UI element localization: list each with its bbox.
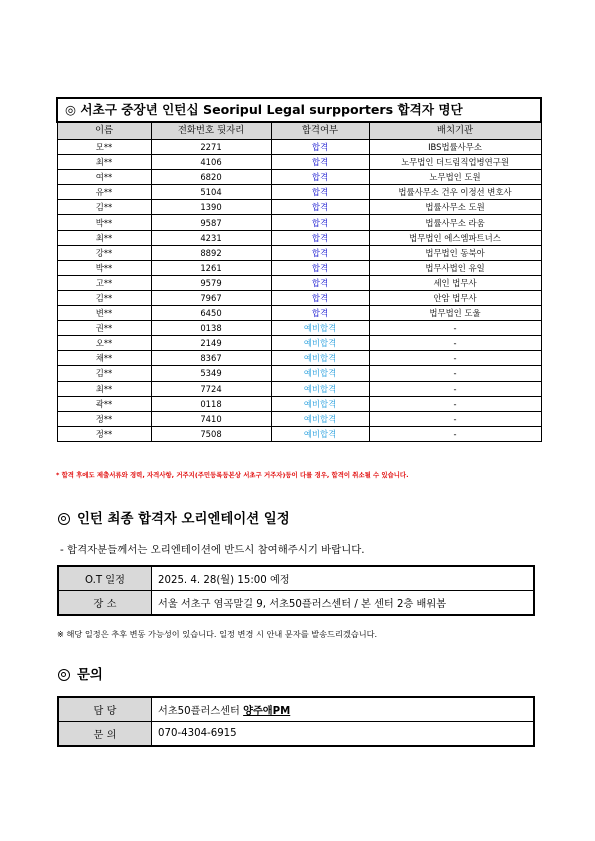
table-row xyxy=(57,215,541,230)
cell-phone: 4231 xyxy=(151,230,271,245)
cell-name: 김** xyxy=(57,366,151,381)
cell-name: 박** xyxy=(57,260,151,275)
table-row xyxy=(57,260,541,275)
phone-label: 문 의 xyxy=(58,722,152,747)
column-header-name: 이름 xyxy=(57,122,151,140)
contact-phone-row xyxy=(58,722,534,747)
cell-org: - xyxy=(369,366,541,381)
table-row xyxy=(57,336,541,351)
cell-org: - xyxy=(369,426,541,441)
cell-status: 예비합격 xyxy=(271,351,369,366)
cell-status: 예비합격 xyxy=(271,396,369,411)
cell-phone: 5349 xyxy=(151,366,271,381)
cell-name: 김** xyxy=(57,290,151,305)
cell-phone: 9587 xyxy=(151,215,271,230)
cell-phone: 1390 xyxy=(151,200,271,215)
roster-header-row xyxy=(57,122,541,140)
roster-table xyxy=(56,97,542,442)
cell-phone: 4106 xyxy=(151,155,271,170)
orientation-intro: - 합격자분들께서는 오리엔테이션에 반드시 참여해주시기 바랍니다. xyxy=(60,544,365,556)
table-row xyxy=(57,245,541,260)
cell-org: - xyxy=(369,381,541,396)
schedule-value: 2025. 4. 28(월) 15:00 예정 xyxy=(152,566,535,591)
cell-org: 법률사무소 도원 xyxy=(369,200,541,215)
cell-name: 정** xyxy=(57,411,151,426)
cell-phone: 0138 xyxy=(151,321,271,336)
phone-value: 070-4304-6915 xyxy=(152,722,535,747)
cell-phone: 7410 xyxy=(151,411,271,426)
schedule-label: O.T 일정 xyxy=(58,566,152,591)
location-value: 서울 서초구 염곡말길 9, 서초50플러스센터 / 본 센터 2층 배워봄 xyxy=(152,591,535,616)
table-row xyxy=(57,230,541,245)
location-label: 장 소 xyxy=(58,591,152,616)
table-row xyxy=(57,306,541,321)
cell-name: 최** xyxy=(57,230,151,245)
cell-org: - xyxy=(369,321,541,336)
cell-phone: 5104 xyxy=(151,185,271,200)
column-header-status: 합격여부 xyxy=(271,122,369,140)
cell-org: 법무법인 에스엠파트너스 xyxy=(369,230,541,245)
cell-phone: 7724 xyxy=(151,381,271,396)
cell-org: - xyxy=(369,351,541,366)
orientation-heading: 인턴 최종 합격자 오리엔테이션 일정 xyxy=(77,512,290,527)
table-row xyxy=(57,200,541,215)
cell-org: 세인 법무사 xyxy=(369,275,541,290)
cell-org: 법무법인 동북아 xyxy=(369,245,541,260)
cell-org: - xyxy=(369,336,541,351)
manager-name: 양주애PM xyxy=(243,706,291,717)
cell-status: 합격 xyxy=(271,215,369,230)
cell-status: 합격 xyxy=(271,275,369,290)
cancellation-warning: * 합격 후에도 제출서류와 경력, 자격사항, 거주지(주민등록등본상 서초구 거주자)등이 다를 경우, 합격이 취소될 수 있습니다. xyxy=(56,471,409,479)
cell-status: 예비합격 xyxy=(271,411,369,426)
cell-status: 예비합격 xyxy=(271,381,369,396)
cell-status: 합격 xyxy=(271,290,369,305)
cell-name: 강** xyxy=(57,245,151,260)
orientation-table xyxy=(57,565,535,616)
cell-phone: 7967 xyxy=(151,290,271,305)
cell-status: 예비합격 xyxy=(271,366,369,381)
contact-heading-block xyxy=(58,664,103,683)
cell-phone: 2149 xyxy=(151,336,271,351)
cell-org: 노무법인 도원 xyxy=(369,170,541,185)
cell-name: 고** xyxy=(57,275,151,290)
cell-phone: 6450 xyxy=(151,306,271,321)
orientation-schedule-row xyxy=(58,566,534,591)
cell-name: 최** xyxy=(57,381,151,396)
cell-phone: 7508 xyxy=(151,426,271,441)
cell-phone: 2271 xyxy=(151,140,271,155)
cell-phone: 9579 xyxy=(151,275,271,290)
column-header-org: 배치기관 xyxy=(369,122,541,140)
cell-status: 예비합격 xyxy=(271,321,369,336)
table-row xyxy=(57,411,541,426)
cell-name: 여** xyxy=(57,170,151,185)
cell-status: 합격 xyxy=(271,200,369,215)
roster-title: ◎ 서초구 중장년 인턴십 Seoripul Legal surpporters 합격자 명단 xyxy=(57,98,541,122)
table-row xyxy=(57,426,541,441)
cell-org: 법무법인 도울 xyxy=(369,306,541,321)
cell-status: 예비합격 xyxy=(271,426,369,441)
table-row xyxy=(57,170,541,185)
table-row xyxy=(57,290,541,305)
schedule-change-note: ※ 해당 일정은 추후 변동 가능성이 있습니다. 일정 변경 시 안내 문자를 발송드리겠습니다. xyxy=(57,629,378,639)
cell-phone: 8892 xyxy=(151,245,271,260)
orientation-heading-block xyxy=(58,508,290,527)
cell-org: - xyxy=(369,396,541,411)
table-row xyxy=(57,275,541,290)
contact-table xyxy=(57,696,535,747)
cell-status: 합격 xyxy=(271,185,369,200)
cell-phone: 1261 xyxy=(151,260,271,275)
manager-label: 담 당 xyxy=(58,697,152,722)
cell-status: 합격 xyxy=(271,155,369,170)
cell-name: 채** xyxy=(57,351,151,366)
contact-manager-row xyxy=(58,697,534,722)
double-circle-icon xyxy=(58,669,70,681)
cell-status: 합격 xyxy=(271,170,369,185)
manager-value xyxy=(152,697,535,722)
roster-title-row xyxy=(57,98,541,122)
cell-name: 김** xyxy=(57,200,151,215)
cell-org: 법무사법인 유일 xyxy=(369,260,541,275)
cell-status: 합격 xyxy=(271,260,369,275)
table-row xyxy=(57,366,541,381)
orientation-location-row xyxy=(58,591,534,616)
cell-phone: 8367 xyxy=(151,351,271,366)
cell-org: 법률사무소 건우 이정선 변호사 xyxy=(369,185,541,200)
cell-name: 박** xyxy=(57,215,151,230)
cell-org: - xyxy=(369,411,541,426)
table-row xyxy=(57,396,541,411)
cell-org: 법률사무소 라움 xyxy=(369,215,541,230)
manager-organization: 서초50플러스센터 xyxy=(158,706,240,717)
cell-phone: 0118 xyxy=(151,396,271,411)
double-circle-icon xyxy=(58,513,70,525)
table-row xyxy=(57,351,541,366)
cell-status: 합격 xyxy=(271,245,369,260)
contact-heading: 문의 xyxy=(77,668,103,683)
cell-status: 합격 xyxy=(271,140,369,155)
table-row xyxy=(57,381,541,396)
cell-phone: 6820 xyxy=(151,170,271,185)
cell-org: 노무법인 더드림직업병연구원 xyxy=(369,155,541,170)
cell-name: 곽** xyxy=(57,396,151,411)
cell-status: 합격 xyxy=(271,230,369,245)
cell-name: 정** xyxy=(57,426,151,441)
cell-name: 권** xyxy=(57,321,151,336)
cell-name: 변** xyxy=(57,306,151,321)
table-row xyxy=(57,155,541,170)
cell-name: 오** xyxy=(57,336,151,351)
cell-org: 안암 법무사 xyxy=(369,290,541,305)
cell-name: 최** xyxy=(57,155,151,170)
column-header-phone: 전화번호 뒷자리 xyxy=(151,122,271,140)
table-row xyxy=(57,140,541,155)
table-row xyxy=(57,185,541,200)
cell-status: 예비합격 xyxy=(271,336,369,351)
cell-org: IBS법률사무소 xyxy=(369,140,541,155)
cell-status: 합격 xyxy=(271,306,369,321)
cell-name: 유** xyxy=(57,185,151,200)
table-row xyxy=(57,321,541,336)
cell-name: 모** xyxy=(57,140,151,155)
